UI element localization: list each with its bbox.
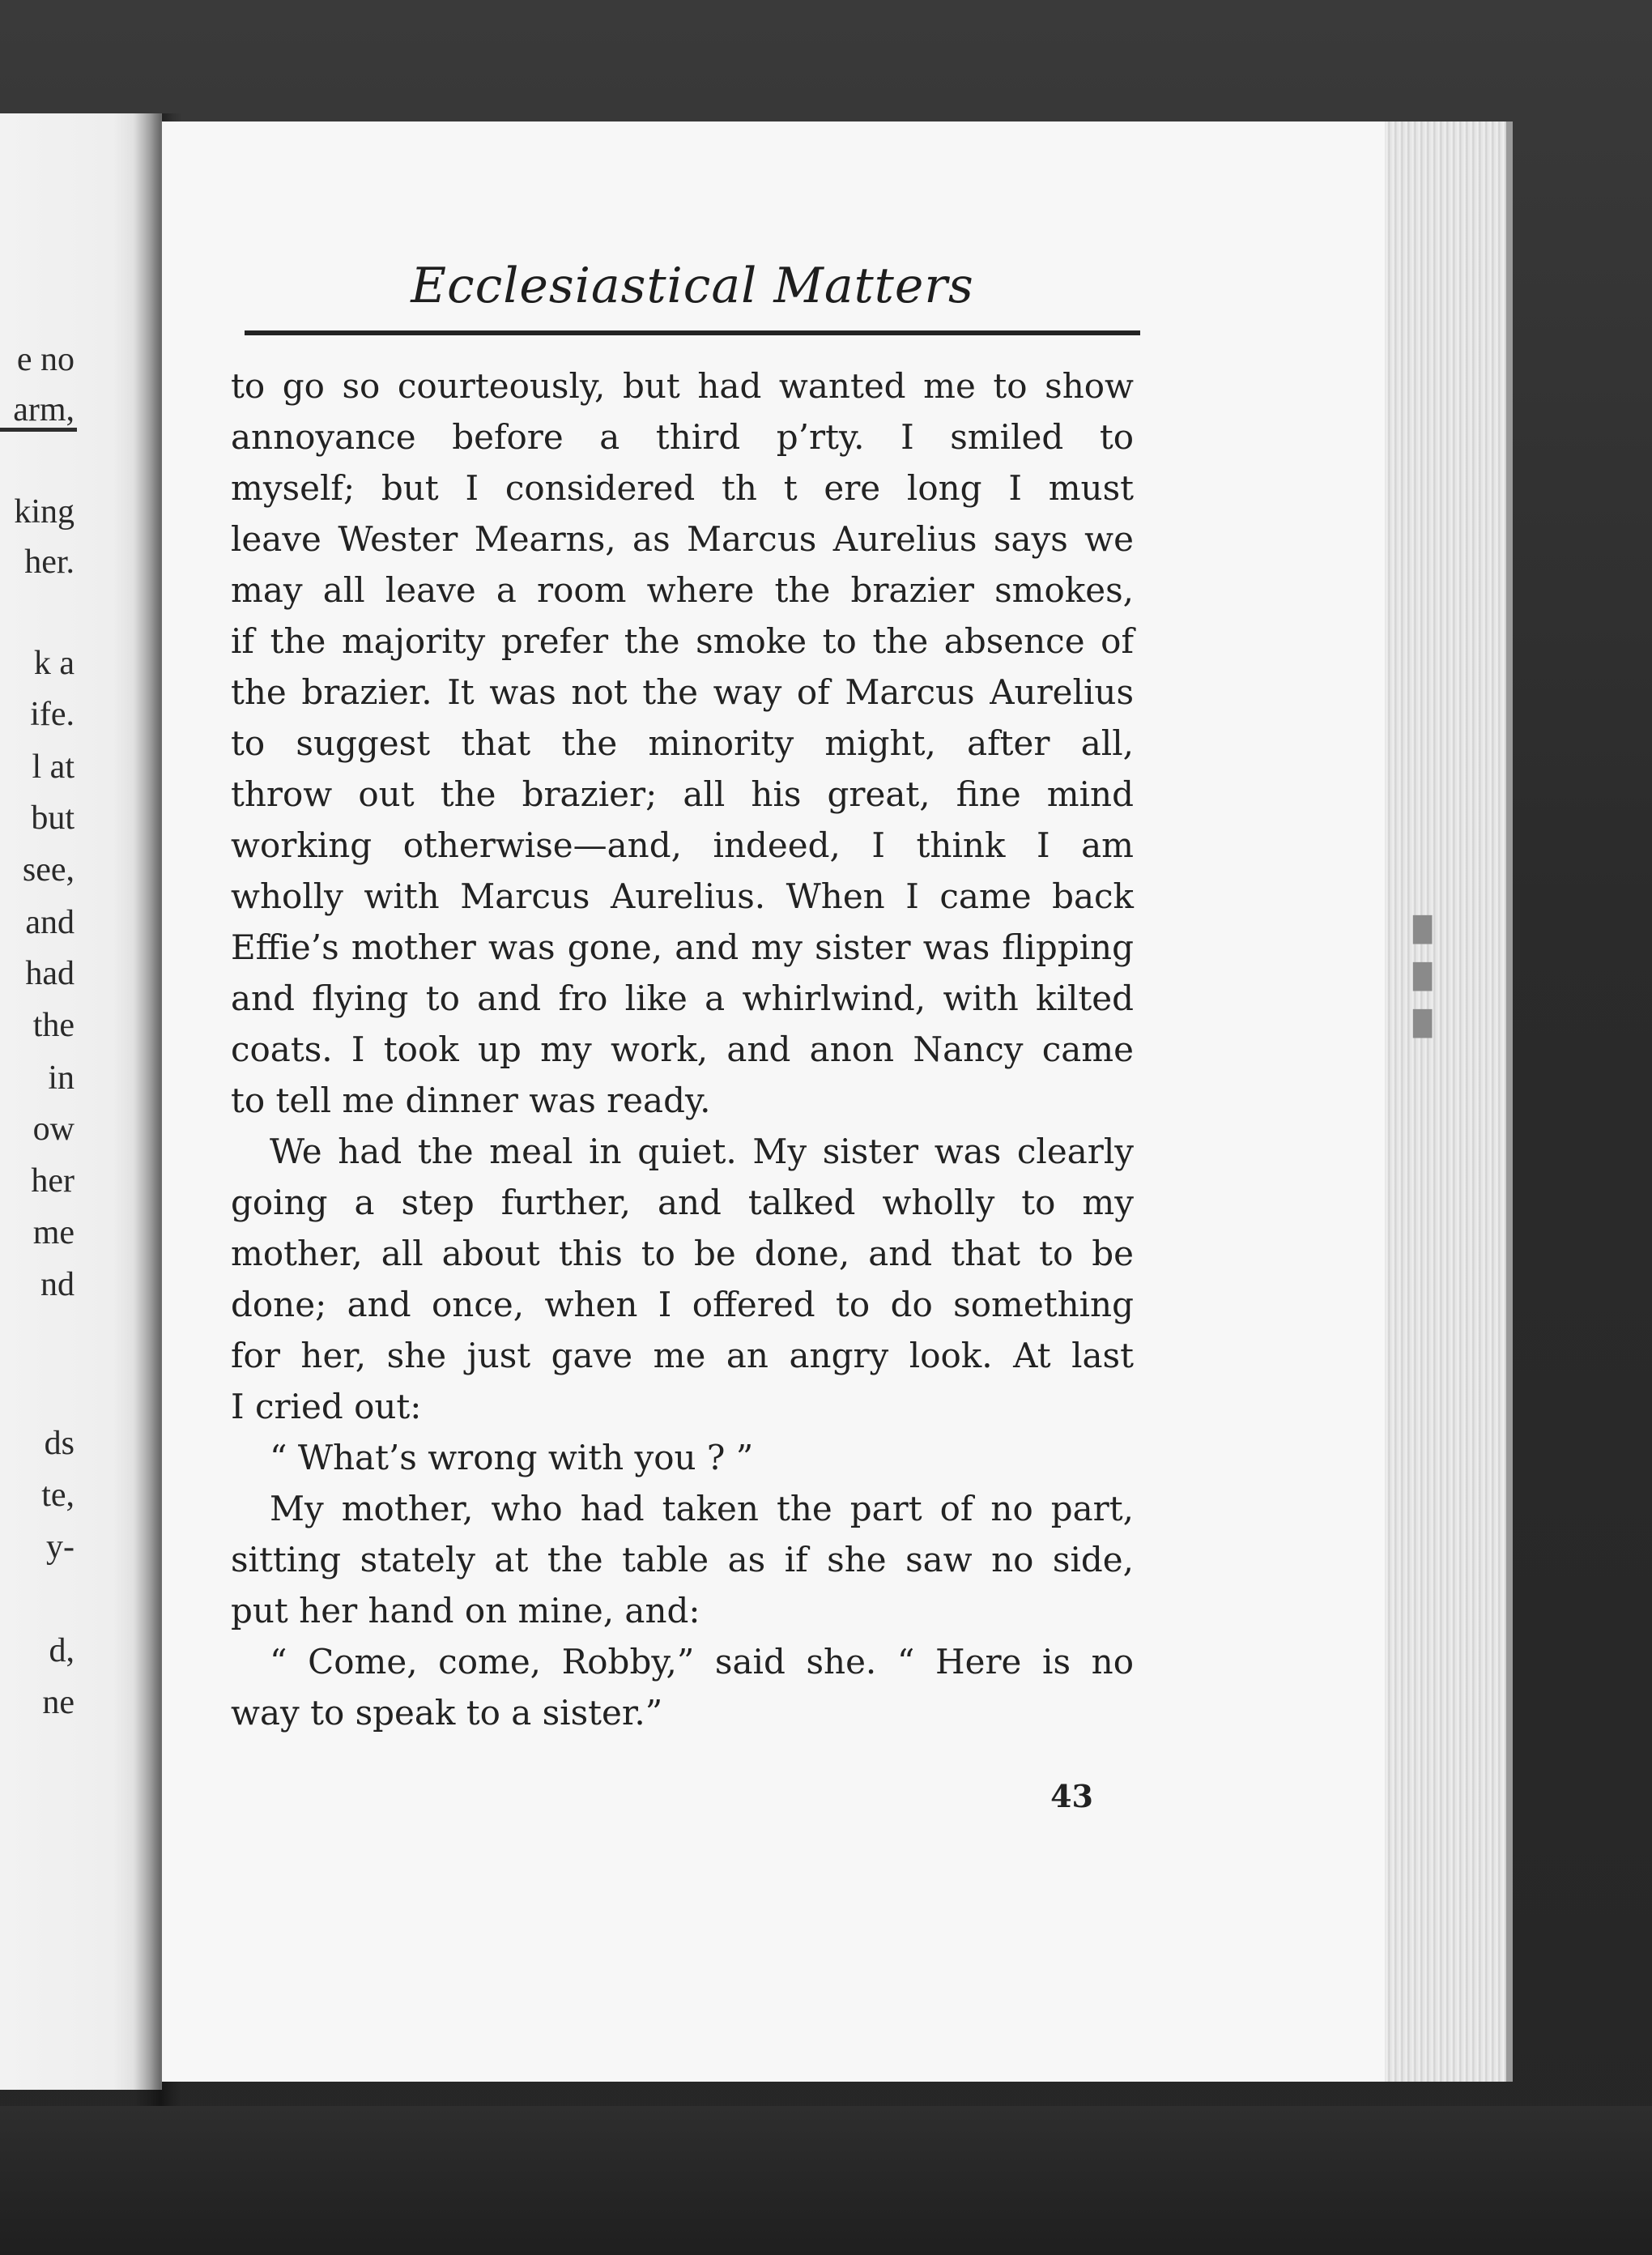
body-line: for her, she just gave me an angry look. At last bbox=[231, 1336, 1134, 1375]
left-fragment-line: the bbox=[32, 1007, 75, 1044]
left-fragment-line: d, bbox=[49, 1632, 75, 1669]
left-fragment-line: ds bbox=[44, 1425, 75, 1462]
left-fragment-line: l at bbox=[32, 748, 75, 786]
left-fragment-line: ow bbox=[32, 1110, 75, 1148]
left-fragment-line: me bbox=[32, 1214, 75, 1251]
body-line: put her hand on mine, and: bbox=[231, 1591, 700, 1631]
body-line: may all leave a room where the brazier smokes, bbox=[231, 570, 1134, 610]
body-line: My mother, who had taken the part of no part, bbox=[270, 1489, 1134, 1528]
left-fragment-line: see, bbox=[22, 851, 75, 889]
running-head-rule bbox=[245, 330, 1140, 335]
body-line: and flying to and fro like a whirlwind, with kilted bbox=[231, 978, 1134, 1018]
body-line: wholly with Marcus Aurelius. When I came back bbox=[231, 876, 1134, 916]
body-line: “ Come, come, Robby,” said she. “ Here is no bbox=[270, 1642, 1134, 1682]
body-line: to go so courteously, but had wanted me to show bbox=[231, 366, 1134, 406]
left-fragment-line: nd bbox=[40, 1266, 75, 1303]
left-fragment-line: k a bbox=[33, 645, 75, 682]
left-fragment-line: arm, bbox=[13, 391, 75, 428]
left-fragment-line: in bbox=[48, 1059, 75, 1097]
body-line: if the majority prefer the smoke to the absence of bbox=[231, 621, 1134, 661]
body-line: to suggest that the minority might, after all, bbox=[231, 723, 1134, 763]
running-head: Ecclesiastical Matters bbox=[411, 258, 974, 314]
left-fragment-line: her. bbox=[24, 544, 75, 581]
body-line: “ What’s wrong with you ? ” bbox=[270, 1438, 754, 1477]
body-line: working otherwise—and, indeed, I think I am bbox=[231, 825, 1134, 865]
body-line: I cried out: bbox=[231, 1387, 422, 1426]
page-number: 43 bbox=[1050, 1778, 1093, 1814]
body-line: mother, all about this to be done, and that to be bbox=[231, 1234, 1134, 1273]
left-fragment-line: ife. bbox=[30, 696, 75, 733]
body-line: annoyance before a third p’rty. I smiled to bbox=[231, 417, 1134, 457]
left-fragment-line: king bbox=[14, 493, 75, 531]
body-line: We had the meal in quiet. My sister was clearly bbox=[270, 1132, 1134, 1171]
body-line: throw out the brazier; all his great, fine mind bbox=[231, 774, 1134, 814]
left-fragment-line: had bbox=[25, 955, 75, 992]
body-line: the brazier. It was not the way of Marcus Aurelius bbox=[231, 672, 1134, 712]
left-fragment-line: ne bbox=[42, 1684, 75, 1721]
left-fragment-line: and bbox=[25, 904, 75, 941]
page-block-fore-edge bbox=[1385, 121, 1513, 2082]
scan-background-bottom bbox=[0, 2106, 1652, 2255]
body-line: coats. I took up my work, and anon Nancy came bbox=[231, 1029, 1134, 1069]
left-fragment-line: y- bbox=[46, 1528, 75, 1566]
left-fragment-line: e no bbox=[16, 341, 75, 378]
left-fragment-line: her bbox=[31, 1162, 75, 1200]
body-line: sitting stately at the table as if she saw no side, bbox=[231, 1540, 1134, 1579]
body-line: myself; but I considered th t ere long I must bbox=[231, 468, 1134, 508]
left-fragment-line: te, bbox=[41, 1477, 75, 1514]
body-line: going a step further, and talked wholly to my bbox=[231, 1183, 1134, 1222]
left-fragment-line: but bbox=[31, 799, 75, 837]
body-line: to tell me dinner was ready. bbox=[231, 1081, 711, 1120]
body-line: done; and once, when I offered to do something bbox=[231, 1285, 1134, 1324]
body-line: Effie’s mother was gone, and my sister was flipping bbox=[231, 927, 1134, 967]
body-line: way to speak to a sister.” bbox=[231, 1693, 663, 1733]
body-line: leave Wester Mearns, as Marcus Aurelius says we bbox=[231, 519, 1134, 559]
fore-edge-stamp: █ █ █ bbox=[1413, 916, 1433, 1038]
